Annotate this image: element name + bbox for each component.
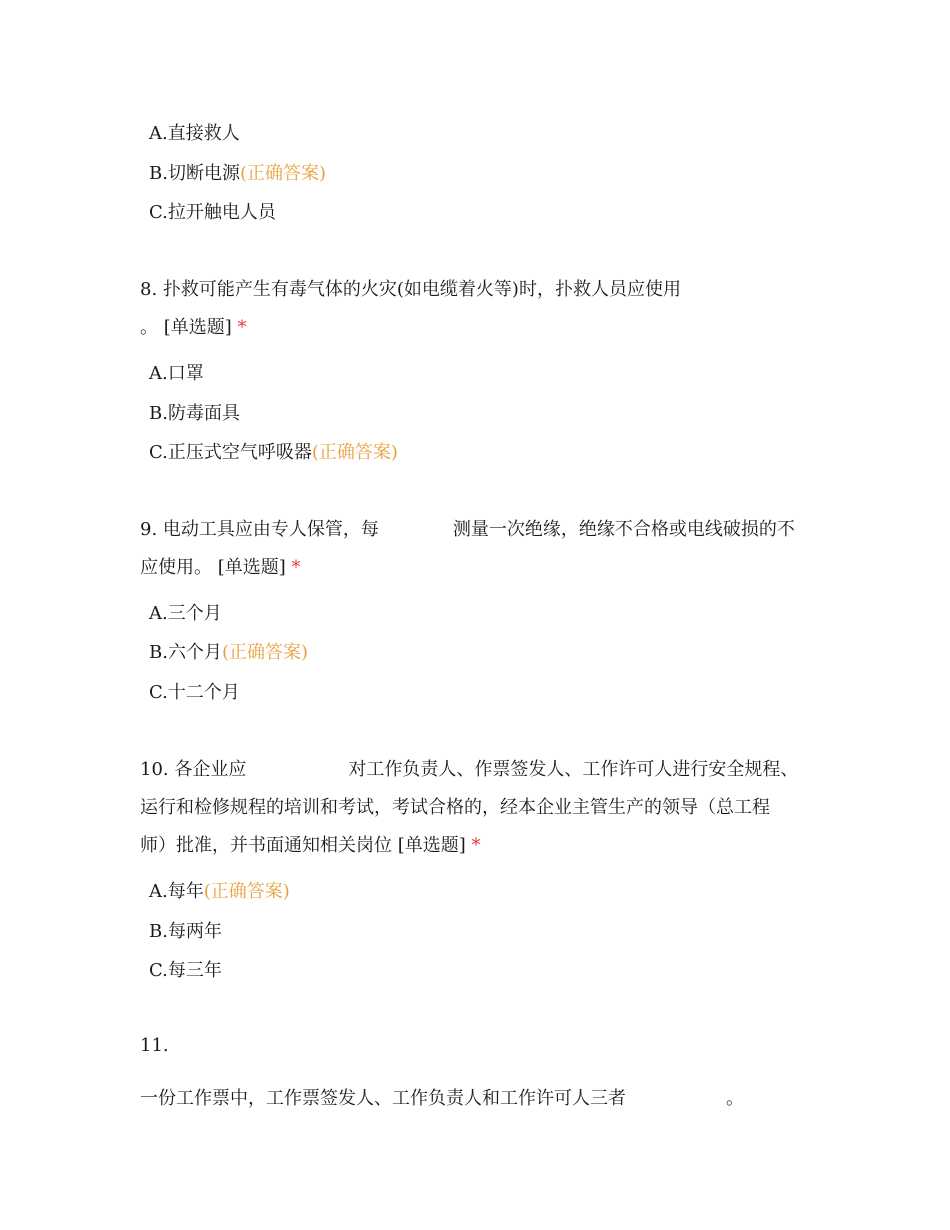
q11-number <box>140 1034 169 1058</box>
q7-option-b[interactable] <box>149 162 326 186</box>
option-label: C.十二个月 <box>149 682 240 703</box>
q7-option-a[interactable] <box>149 122 240 146</box>
question-number: 11. <box>140 1035 169 1056</box>
question-text: 师）批准，并书面通知相关岗位 [单选题] <box>140 835 466 856</box>
question-text: 10. 各企业应 <box>140 759 247 780</box>
q7-option-c[interactable] <box>149 201 276 225</box>
q8-stem-line2 <box>140 316 247 340</box>
question-end: 。 <box>726 1088 744 1109</box>
required-marker: * <box>471 835 481 856</box>
option-label: B.防毒面具 <box>149 403 240 424</box>
question-text: 一份工作票中，工作票签发人、工作负责人和工作许可人三者 <box>140 1088 626 1109</box>
option-label: A.口罩 <box>149 363 204 384</box>
option-label: A.三个月 <box>149 603 222 624</box>
option-label: A.直接救人 <box>149 123 240 144</box>
correct-answer-tag: (正确答案) <box>311 442 398 463</box>
required-marker: * <box>237 317 247 338</box>
required-marker: * <box>291 557 301 578</box>
q10-option-c[interactable] <box>149 959 222 983</box>
option-label: B.切断电源 <box>149 163 240 184</box>
q8-option-a[interactable] <box>149 362 204 386</box>
q10-stem-line1 <box>140 758 798 782</box>
q8-stem-line1 <box>140 278 681 302</box>
correct-answer-tag: (正确答案) <box>203 881 290 902</box>
option-label: C.正压式空气呼吸器 <box>149 442 312 463</box>
correct-answer-tag: (正确答案) <box>221 642 308 663</box>
option-label: B.六个月 <box>149 642 222 663</box>
q9-stem-line1 <box>140 518 795 542</box>
q10-stem-line2 <box>140 796 770 820</box>
q11-stem-line1 <box>140 1087 744 1111</box>
q9-option-a[interactable] <box>149 602 222 626</box>
question-text: 应使用。 [单选题] <box>140 557 286 578</box>
question-text: 8. 扑救可能产生有毒气体的火灾(如电缆着火等)时，扑救人员应使用 <box>140 279 681 300</box>
option-label: C.每三年 <box>149 960 222 981</box>
q10-stem-line3 <box>140 834 481 858</box>
q10-option-a[interactable] <box>149 880 290 904</box>
option-label: A.每年 <box>149 881 204 902</box>
q8-option-c[interactable] <box>149 441 398 465</box>
option-label: C.拉开触电人员 <box>149 202 276 223</box>
question-text: 测量一次绝缘，绝缘不合格或电线破损的不 <box>452 519 795 540</box>
option-label: B.每两年 <box>149 921 222 942</box>
question-text: 运行和检修规程的培训和考试，考试合格的，经本企业主管生产的领导（总工程 <box>140 797 770 818</box>
q9-option-b[interactable] <box>149 641 308 665</box>
q8-option-b[interactable] <box>149 402 240 426</box>
question-text: 9. 电动工具应由专人保管，每 <box>140 519 379 540</box>
q10-option-b[interactable] <box>149 920 222 944</box>
question-text: 。 [单选题] <box>140 317 232 338</box>
correct-answer-tag: (正确答案) <box>239 163 326 184</box>
q9-option-c[interactable] <box>149 681 240 705</box>
question-text: 对工作负责人、作票签发人、工作许可人进行安全规程、 <box>348 759 799 780</box>
q9-stem-line2 <box>140 556 301 580</box>
